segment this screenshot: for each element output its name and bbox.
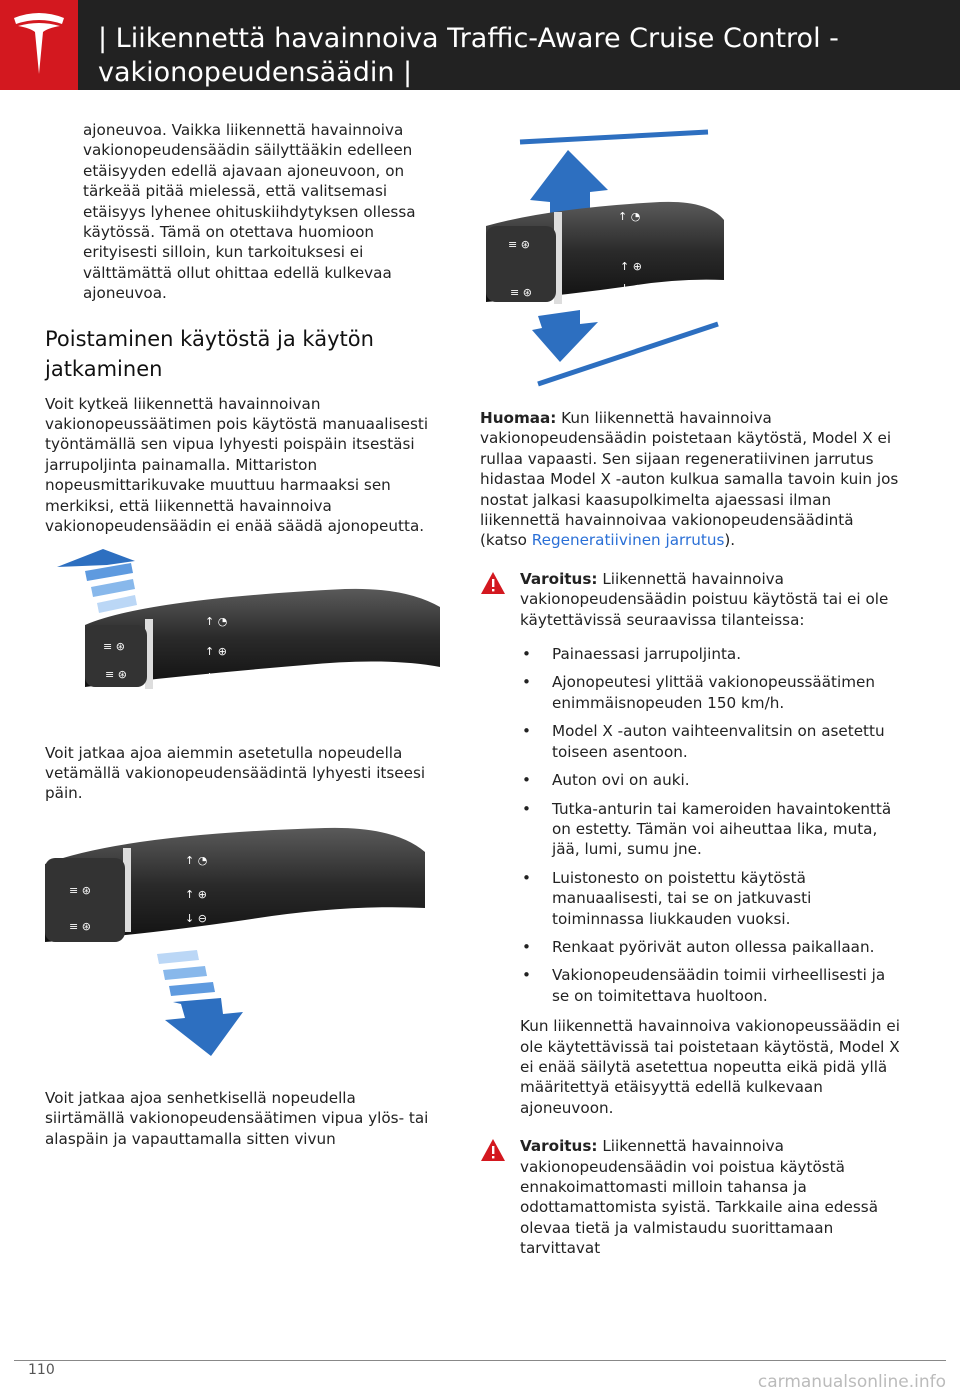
list-item bbox=[520, 721, 900, 762]
warning-icon bbox=[480, 571, 506, 595]
stalk-up-down-illustration bbox=[480, 120, 900, 392]
arrow-up-icon bbox=[530, 150, 608, 214]
svg-text:↑ ⊕: ↑ ⊕ bbox=[205, 644, 227, 658]
list-item-text: Auton ovi on auki. bbox=[552, 771, 690, 790]
bullet-marker: • bbox=[522, 966, 531, 985]
svg-text:≡ ⊛: ≡ ⊛ bbox=[508, 238, 530, 251]
note-paragraph bbox=[480, 408, 900, 551]
list-item bbox=[520, 937, 900, 957]
warning-2-text bbox=[520, 1136, 900, 1258]
arrow-up-icon bbox=[57, 549, 137, 613]
tesla-logo bbox=[0, 0, 78, 90]
warning-1-text bbox=[520, 569, 900, 630]
bullet-marker: • bbox=[522, 937, 531, 956]
svg-text:↑ ◔: ↑ ◔ bbox=[185, 853, 208, 867]
svg-text:↑ ⊕: ↑ ⊕ bbox=[185, 887, 207, 901]
svg-text:≡ ⊛: ≡ ⊛ bbox=[510, 286, 532, 299]
section-heading: Poistaminen käytöstä ja käytön jatkaminen bbox=[45, 326, 374, 381]
bullet-marker: • bbox=[522, 673, 531, 692]
watermark: carmanualsonline.info bbox=[757, 1372, 946, 1392]
bullet-marker: • bbox=[522, 771, 531, 790]
list-item bbox=[520, 799, 900, 860]
warning-icon bbox=[480, 1138, 506, 1162]
note-end: ). bbox=[724, 531, 736, 550]
regenerative-braking-link[interactable]: Regeneratiivinen jarrutus bbox=[531, 531, 725, 550]
warning-2-body: Liikennettä havainnoiva vakionopeudensäädin voi poistua käytöstä ennakoimattomasti milloin tahansa ja odottamattomista syistä. Tarkkaile aina edessä olevaa tietä ja valmistaudu suorittamaan tarvittavat bbox=[520, 1137, 879, 1258]
svg-text:↓ ⊖: ↓ ⊖ bbox=[185, 911, 207, 925]
page-title: | Liikennettä havainnoiva Traffic-Aware Cruise Control - vakionopeudensäädin | bbox=[98, 23, 839, 88]
svg-text:↑ ◔: ↑ ◔ bbox=[205, 614, 228, 628]
list-item-text: Ajonopeutesi ylittää vakionopeussäätimen enimmäisnopeuden 150 km/h. bbox=[552, 673, 875, 712]
bullet-marker: • bbox=[522, 799, 531, 818]
svg-text:↓ ⊖: ↓ ⊖ bbox=[620, 282, 642, 295]
note-text: Kun liikennettä havainnoiva vakionopeudensäädin poistetaan käytöstä, Model X ei rullaa vapaasti. Sen sijaan regeneratiivinen jarrutus hidastaa Model X -auton kulkua samalla tavoin kuin jos nostat jalkasi kaasupolkimelta ajaessasi ilman liikennettä havainnoivaa vakionopeudensäädintä (katso bbox=[480, 409, 899, 550]
warning-box-2 bbox=[480, 1136, 900, 1258]
svg-text:≡ ⊛: ≡ ⊛ bbox=[105, 667, 127, 681]
warning-1-body: Liikennettä havainnoiva vakionopeudensäädin poistuu käytöstä tai ei ole käytettävissä seuraavissa tilanteissa: bbox=[520, 569, 889, 629]
conditions-list bbox=[520, 644, 900, 1006]
svg-text:≡ ⊛: ≡ ⊛ bbox=[103, 639, 125, 653]
footer-divider bbox=[14, 1360, 946, 1361]
intro-paragraph: ajoneuvoa. Vaikka liikennettä havainnoiva vakionopeudensäädin säilyttääkin edelleen etäisyyden edellä ajavaan ajoneuvoon, on tärkeää pitää mielessä, että valitsemasi etäisyys lyhenee ohituskiihdytyksen ollessa käytössä. Tämä on otettava huomioon erityisesti silloin, kun tarkoituksesi ei välttämättä ollut ohittaa edellä kulkevaa ajoneuvoa. bbox=[83, 121, 416, 303]
svg-text:≡ ⊛: ≡ ⊛ bbox=[69, 919, 91, 933]
svg-text:↑ ◔: ↑ ◔ bbox=[618, 210, 641, 223]
list-item bbox=[520, 965, 900, 1006]
page-header bbox=[78, 0, 960, 90]
svg-text:↓ ⊖: ↓ ⊖ bbox=[205, 670, 227, 684]
list-item bbox=[520, 868, 900, 929]
right-column bbox=[480, 120, 900, 1259]
list-item-text: Renkaat pyörivät auton ollessa paikallaan. bbox=[552, 937, 875, 956]
resume-set-speed-paragraph: Voit jatkaa ajoa aiemmin asetetulla nopeudella vetämällä vakionopeudensäädintä lyhyesti itseesi päin. bbox=[45, 743, 426, 803]
warning-2-label: Varoitus: bbox=[520, 1137, 598, 1156]
tesla-logo-icon bbox=[12, 10, 66, 78]
warning-1-label: Varoitus: bbox=[520, 569, 598, 588]
list-item bbox=[520, 770, 900, 790]
bullet-marker: • bbox=[522, 645, 531, 664]
arrow-down-icon bbox=[157, 950, 243, 1056]
page-number: 110 bbox=[28, 1362, 55, 1378]
left-column bbox=[45, 120, 440, 1149]
svg-text:↑ ⊕: ↑ ⊕ bbox=[620, 260, 642, 273]
disable-paragraph: Voit kytkeä liikennettä havainnoivan vakionopeussäätimen pois käytöstä manuaalisesti työntämällä sen vipua lyhyesti poispäin itsestäsi jarrupoljinta painamalla. Mittariston nopeusmittarikuvake muuttuu harmaaksi sen merkiksi, että liikennettä havainnoiva vakionopeudensäädin ei enää säädä ajonopeutta. bbox=[45, 394, 429, 536]
svg-text:≡ ⊛: ≡ ⊛ bbox=[69, 883, 91, 897]
list-item-text: Painaessasi jarrupoljinta. bbox=[552, 645, 742, 664]
guide-line-top bbox=[520, 132, 708, 142]
list-item bbox=[520, 672, 900, 713]
bullet-marker: • bbox=[522, 868, 531, 887]
list-item-text: Model X -auton vaihteenvalitsin on asetettu toiseen asentoon. bbox=[552, 722, 885, 761]
list-item-text: Luistonesto on poistettu käytöstä manuaalisesti, tai se on jatkuvasti toiminnassa liukkauden vuoksi. bbox=[552, 868, 812, 928]
after-list-paragraph: Kun liikennettä havainnoiva vakionopeussäädin ei ole käytettävissä tai poistetaan käytöstä, Model X ei enää säilytä asetettua nopeutta eikä pidä yllä määritettyä etäisyyttä edellä kulkevaan ajoneuvoon. bbox=[520, 1017, 900, 1117]
list-item bbox=[520, 644, 900, 664]
warning-box-1 bbox=[480, 569, 900, 1118]
arrow-down-icon bbox=[532, 310, 598, 362]
bullet-marker: • bbox=[522, 722, 531, 741]
resume-current-speed-paragraph: Voit jatkaa ajoa senhetkisellä nopeudella siirtämällä vakionopeudensäätimen vipua ylös- tai alaspäin ja vapauttamalla sitten vivun bbox=[45, 1088, 429, 1148]
note-label: Huomaa: bbox=[480, 409, 557, 427]
list-item-text: Vakionopeudensäädin toimii virheellisesti ja se on toimitettava huoltoon. bbox=[552, 966, 886, 1005]
list-item-text: Tutka-anturin tai kameroiden havaintokenttä on estetty. Tämän voi aiheuttaa lika, muta, jää, lumi, sumu jne. bbox=[552, 799, 892, 859]
stalk-push-away-illustration bbox=[45, 547, 440, 725]
stalk-pull-toward-illustration bbox=[45, 824, 440, 1074]
